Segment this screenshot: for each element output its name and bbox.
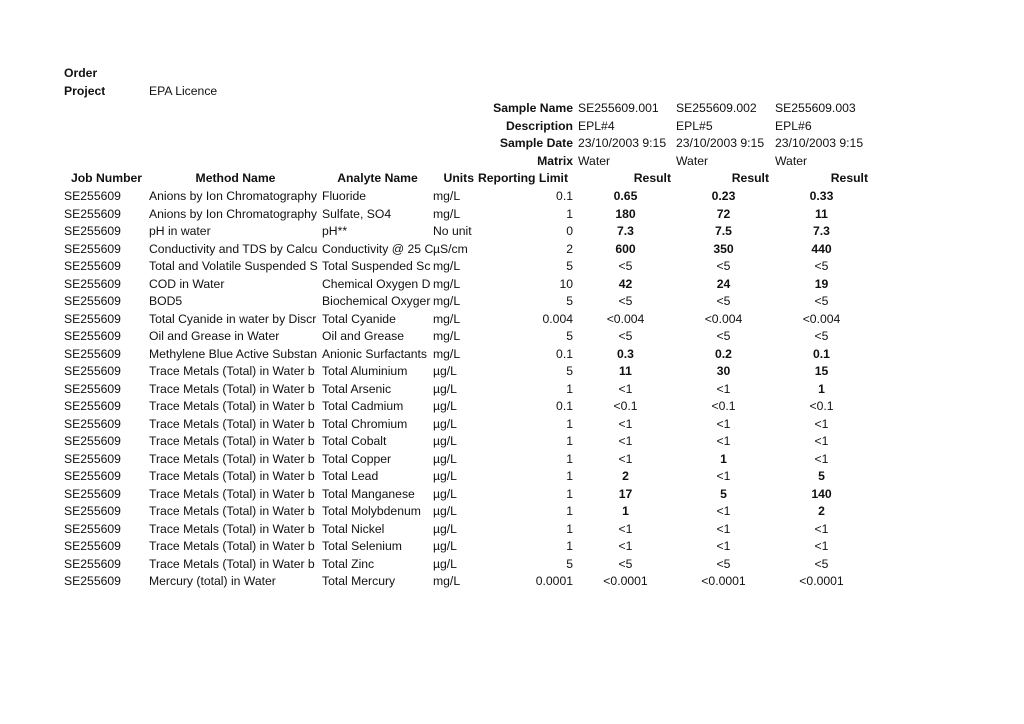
result-2-cell: <0.004	[704, 311, 743, 326]
reporting-limit-cell: 2	[566, 241, 573, 256]
table-row	[0, 468, 1024, 486]
result-1-cell: 0.65	[613, 189, 638, 203]
sample-name-1: SE255609.001	[578, 101, 659, 115]
job-number-cell: SE255609	[64, 574, 121, 588]
result-2-cell: <0.1	[711, 399, 736, 413]
method-name-cell: Total and Volatile Suspended S	[149, 259, 318, 273]
table-row	[0, 276, 1024, 294]
reporting-limit-cell: 1	[566, 486, 573, 501]
job-number-cell: SE255609	[64, 416, 121, 431]
units-cell: µg/L	[433, 364, 457, 378]
result-2-cell: <1	[716, 469, 731, 483]
result-3-cell: 2	[818, 504, 825, 518]
reporting-limit-cell: 1	[566, 381, 573, 396]
result-2-cell: <5	[716, 259, 731, 273]
units-cell: µg/L	[433, 451, 457, 466]
analyte-name-cell: Fluoride	[322, 189, 367, 203]
analyte-name-cell: Anionic Surfactants	[322, 346, 428, 361]
analyte-name-cell: Sulfate, SO4	[322, 206, 392, 221]
result-3-cell: <5	[814, 259, 829, 273]
table-row	[0, 433, 1024, 451]
reporting-limit-cell: 1	[566, 521, 573, 536]
method-name-cell: Trace Metals (Total) in Water b	[149, 381, 315, 396]
result-1-cell: <5	[618, 294, 633, 308]
result-3-cell: <5	[814, 329, 829, 343]
sample-name-3: SE255609.003	[775, 101, 856, 115]
result-3-cell: <5	[814, 556, 829, 571]
method-name-cell: Trace Metals (Total) in Water b	[149, 504, 315, 518]
result-2-cell: <1	[716, 416, 731, 431]
reporting-limit-cell: 5	[566, 294, 573, 308]
matrix-3: Water	[775, 154, 808, 168]
reporting-limit-cell: 5	[566, 259, 573, 273]
result-2-cell: 24	[716, 276, 731, 291]
project-label: Project	[64, 84, 106, 98]
analyte-name-cell: Total Mercury	[322, 574, 396, 588]
job-number-cell: SE255609	[64, 294, 121, 308]
result-3-cell: <1	[814, 416, 829, 431]
analyte-name-cell: Total Zinc	[322, 556, 375, 571]
job-number-cell: SE255609	[64, 556, 121, 571]
job-number-cell: SE255609	[64, 276, 121, 291]
description-label: Description	[505, 119, 573, 133]
analyte-name-cell: Total Chromium	[322, 416, 408, 431]
result-1-cell: <5	[618, 259, 633, 273]
result-1-cell: 0.3	[617, 346, 634, 361]
col-analyte-name: Analyte Name	[337, 171, 418, 185]
result-2-cell: <5	[716, 556, 731, 571]
table-row	[0, 311, 1024, 329]
result-1-cell: 11	[619, 364, 632, 378]
result-1-cell: <1	[618, 451, 633, 466]
units-cell: µg/L	[433, 504, 457, 518]
job-number-cell: SE255609	[64, 381, 121, 396]
method-name-cell: Trace Metals (Total) in Water b	[149, 416, 315, 431]
result-1-cell: <0.004	[606, 311, 645, 326]
units-cell: µS/cm	[433, 241, 468, 256]
result-1-cell: 17	[618, 486, 633, 501]
table-row	[0, 521, 1024, 539]
analyte-name-cell: Biochemical Oxyger	[322, 294, 431, 308]
table-row	[0, 556, 1024, 574]
reporting-limit-cell: 5	[566, 329, 573, 343]
reporting-limit-cell: 0	[566, 224, 573, 238]
col-result-2: Result	[731, 171, 769, 185]
units-cell: No unit	[433, 224, 472, 238]
table-row	[0, 188, 1024, 206]
result-3-cell: <5	[814, 294, 829, 308]
reporting-limit-cell: 0.004	[542, 311, 573, 326]
result-3-cell: 19	[814, 276, 829, 291]
job-number-cell: SE255609	[64, 469, 121, 483]
result-2-cell: 5	[720, 486, 727, 501]
analyte-name-cell: Total Selenium	[322, 539, 402, 553]
method-name-cell: Mercury (total) in Water	[149, 574, 276, 588]
result-1-cell: 600	[615, 241, 636, 256]
reporting-limit-cell: 0.1	[556, 399, 573, 413]
table-row	[0, 293, 1024, 311]
job-number-cell: SE255609	[64, 224, 121, 238]
matrix-2: Water	[676, 154, 709, 168]
result-2-cell: <1	[716, 504, 731, 518]
result-2-cell: 72	[716, 206, 731, 221]
analyte-name-cell: Total Molybdenum	[322, 504, 421, 518]
reporting-limit-cell: 1	[566, 469, 573, 483]
analyte-name-cell: Total Aluminium	[322, 364, 408, 378]
units-cell: mg/L	[433, 259, 461, 273]
units-cell: µg/L	[433, 434, 457, 448]
result-3-cell: <1	[814, 539, 829, 553]
sample-date-1: 23/10/2003 9:15	[578, 136, 667, 150]
matrix-label: Matrix	[537, 154, 573, 168]
description-2: EPL#5	[676, 119, 713, 133]
method-name-cell: pH in water	[149, 224, 211, 238]
table-row	[0, 538, 1024, 556]
reporting-limit-cell: 1	[566, 539, 573, 553]
result-1-cell: <1	[618, 381, 633, 396]
method-name-cell: Trace Metals (Total) in Water b	[149, 539, 315, 553]
result-2-cell: <0.0001	[701, 574, 746, 588]
reporting-limit-cell: 1	[566, 451, 573, 466]
table-row	[0, 381, 1024, 399]
result-3-cell: 15	[814, 364, 829, 378]
method-name-cell: Trace Metals (Total) in Water b	[149, 451, 315, 466]
col-method-name: Method Name	[195, 171, 276, 185]
result-3-cell: <1	[814, 434, 829, 448]
table-row	[0, 398, 1024, 416]
analyte-name-cell: Oil and Grease	[322, 329, 404, 343]
result-1-cell: <5	[618, 329, 633, 343]
table-row	[0, 328, 1024, 346]
result-3-cell: <1	[814, 451, 829, 466]
job-number-cell: SE255609	[64, 329, 121, 343]
result-2-cell: <1	[716, 434, 731, 448]
units-cell: mg/L	[433, 189, 461, 203]
method-name-cell: Total Cyanide in water by Discr	[149, 311, 317, 326]
analyte-name-cell: Total Suspended Sc	[322, 259, 431, 273]
method-name-cell: Trace Metals (Total) in Water b	[149, 434, 315, 448]
result-1-cell: 1	[622, 504, 629, 518]
result-3-cell: <0.004	[802, 311, 841, 326]
method-name-cell: COD in Water	[149, 276, 225, 291]
units-cell: mg/L	[433, 311, 461, 326]
units-cell: mg/L	[433, 276, 461, 291]
units-cell: µg/L	[433, 521, 457, 536]
sample-date-label: Sample Date	[499, 136, 573, 150]
result-2-cell: 0.2	[715, 346, 732, 361]
method-name-cell: Trace Metals (Total) in Water b	[149, 556, 315, 571]
result-1-cell: 180	[615, 206, 636, 221]
result-1-cell: <1	[618, 416, 633, 431]
result-2-cell: 30	[716, 364, 731, 378]
job-number-cell: SE255609	[64, 364, 121, 378]
reporting-limit-cell: 5	[566, 556, 573, 571]
table-row	[0, 258, 1024, 276]
reporting-limit-cell: 1	[566, 206, 573, 221]
analyte-name-cell: Total Cyanide	[322, 311, 396, 326]
sample-name-2: SE255609.002	[676, 101, 757, 115]
units-cell: µg/L	[433, 469, 457, 483]
analyte-name-cell: Total Copper	[322, 451, 392, 466]
method-name-cell: BOD5	[149, 294, 183, 308]
project-value: EPA Licence	[149, 84, 218, 98]
result-3-cell: 0.33	[809, 189, 834, 203]
result-2-cell: <1	[716, 381, 731, 396]
result-3-cell: <0.0001	[799, 574, 844, 588]
job-number-cell: SE255609	[64, 399, 121, 413]
table-row	[0, 206, 1024, 224]
units-cell: µg/L	[433, 399, 457, 413]
units-cell: mg/L	[433, 574, 461, 588]
table-row	[0, 346, 1024, 364]
method-name-cell: Anions by Ion Chromatography	[149, 189, 318, 203]
col-job-number: Job Number	[70, 171, 143, 185]
table-row	[0, 573, 1024, 591]
result-3-cell: 0.1	[813, 346, 830, 361]
analyte-name-cell: Total Lead	[322, 469, 379, 483]
units-cell: mg/L	[433, 329, 461, 343]
result-3-cell: 1	[818, 381, 825, 396]
table-row	[0, 416, 1024, 434]
result-2-cell: <1	[716, 521, 731, 536]
result-3-cell: <1	[814, 521, 829, 536]
result-1-cell: <0.0001	[603, 574, 648, 588]
description-1: EPL#4	[578, 119, 615, 133]
table-row	[0, 223, 1024, 241]
reporting-limit-cell: 1	[566, 416, 573, 431]
table-row	[0, 486, 1024, 504]
table-row	[0, 503, 1024, 521]
result-3-cell: 140	[811, 486, 832, 501]
job-number-cell: SE255609	[64, 539, 121, 553]
table-row	[0, 451, 1024, 469]
table-row	[0, 241, 1024, 259]
job-number-cell: SE255609	[64, 451, 121, 466]
method-name-cell: Trace Metals (Total) in Water b	[149, 469, 315, 483]
result-2-cell: 1	[720, 451, 727, 466]
reporting-limit-cell: 0.1	[556, 346, 573, 361]
analyte-name-cell: Total Arsenic	[322, 381, 392, 396]
job-number-cell: SE255609	[64, 241, 121, 256]
result-2-cell: <1	[716, 539, 731, 553]
units-cell: mg/L	[433, 294, 461, 308]
units-cell: µg/L	[433, 556, 457, 571]
col-units: Units	[443, 171, 474, 185]
reporting-limit-cell: 1	[566, 504, 573, 518]
method-name-cell: Oil and Grease in Water	[149, 329, 280, 343]
col-result-3: Result	[830, 171, 868, 185]
method-name-cell: Methylene Blue Active Substan	[149, 346, 318, 361]
result-3-cell: 11	[815, 206, 828, 221]
analyte-name-cell: Total Manganese	[322, 486, 415, 501]
sample-date-2: 23/10/2003 9:15	[676, 136, 765, 150]
analyte-name-cell: Total Cadmium	[322, 399, 404, 413]
result-2-cell: 0.23	[711, 189, 736, 203]
reporting-limit-cell: 5	[566, 364, 573, 378]
sample-name-label: Sample Name	[493, 101, 573, 115]
col-result-1: Result	[633, 171, 671, 185]
reporting-limit-cell: 1	[566, 434, 573, 448]
result-2-cell: <5	[716, 294, 731, 308]
description-3: EPL#6	[775, 119, 812, 133]
method-name-cell: Trace Metals (Total) in Water b	[149, 486, 315, 501]
result-3-cell: 440	[811, 241, 832, 256]
job-number-cell: SE255609	[64, 346, 121, 361]
reporting-limit-cell: 10	[559, 276, 573, 291]
units-cell: mg/L	[433, 206, 461, 221]
job-number-cell: SE255609	[64, 434, 121, 448]
job-number-cell: SE255609	[64, 521, 121, 536]
reporting-limit-cell: 0.0001	[535, 574, 573, 588]
units-cell: µg/L	[433, 539, 457, 553]
matrix-1: Water	[578, 154, 611, 168]
method-name-cell: Trace Metals (Total) in Water b	[149, 399, 315, 413]
job-number-cell: SE255609	[64, 206, 121, 221]
job-number-cell: SE255609	[64, 311, 121, 326]
reporting-limit-cell: 0.1	[556, 189, 573, 203]
result-1-cell: 42	[618, 276, 633, 291]
result-1-cell: <1	[618, 434, 633, 448]
result-1-cell: <0.1	[613, 399, 638, 413]
units-cell: µg/L	[433, 381, 457, 396]
result-1-cell: <5	[618, 556, 633, 571]
result-1-cell: <1	[618, 521, 633, 536]
table-row	[0, 363, 1024, 381]
method-name-cell: Conductivity and TDS by Calcu	[149, 241, 318, 256]
order-label: Order	[64, 66, 98, 80]
job-number-cell: SE255609	[64, 189, 121, 203]
analyte-name-cell: Chemical Oxygen D	[322, 276, 431, 291]
job-number-cell: SE255609	[64, 259, 121, 273]
sample-date-3: 23/10/2003 9:15	[775, 136, 864, 150]
analyte-name-cell: Conductivity @ 25 C	[322, 241, 433, 256]
job-number-cell: SE255609	[64, 504, 121, 518]
method-name-cell: Trace Metals (Total) in Water b	[149, 364, 315, 378]
method-name-cell: Anions by Ion Chromatography	[149, 206, 318, 221]
result-3-cell: <0.1	[809, 399, 834, 413]
result-1-cell: 7.3	[617, 224, 634, 238]
result-3-cell: 7.3	[813, 224, 830, 238]
result-1-cell: 2	[622, 469, 629, 483]
units-cell: µg/L	[433, 486, 457, 501]
job-number-cell: SE255609	[64, 486, 121, 501]
col-reporting-limit: Reporting Limit	[477, 171, 568, 185]
analyte-name-cell: Total Nickel	[322, 521, 385, 536]
result-1-cell: <1	[618, 539, 633, 553]
units-cell: µg/L	[433, 416, 457, 431]
result-2-cell: 350	[713, 241, 734, 256]
analyte-name-cell: pH**	[322, 224, 348, 238]
result-2-cell: <5	[716, 329, 731, 343]
method-name-cell: Trace Metals (Total) in Water b	[149, 521, 315, 536]
analyte-name-cell: Total Cobalt	[322, 434, 387, 448]
result-2-cell: 7.5	[715, 224, 732, 238]
result-3-cell: 5	[818, 469, 825, 483]
units-cell: mg/L	[433, 346, 461, 361]
